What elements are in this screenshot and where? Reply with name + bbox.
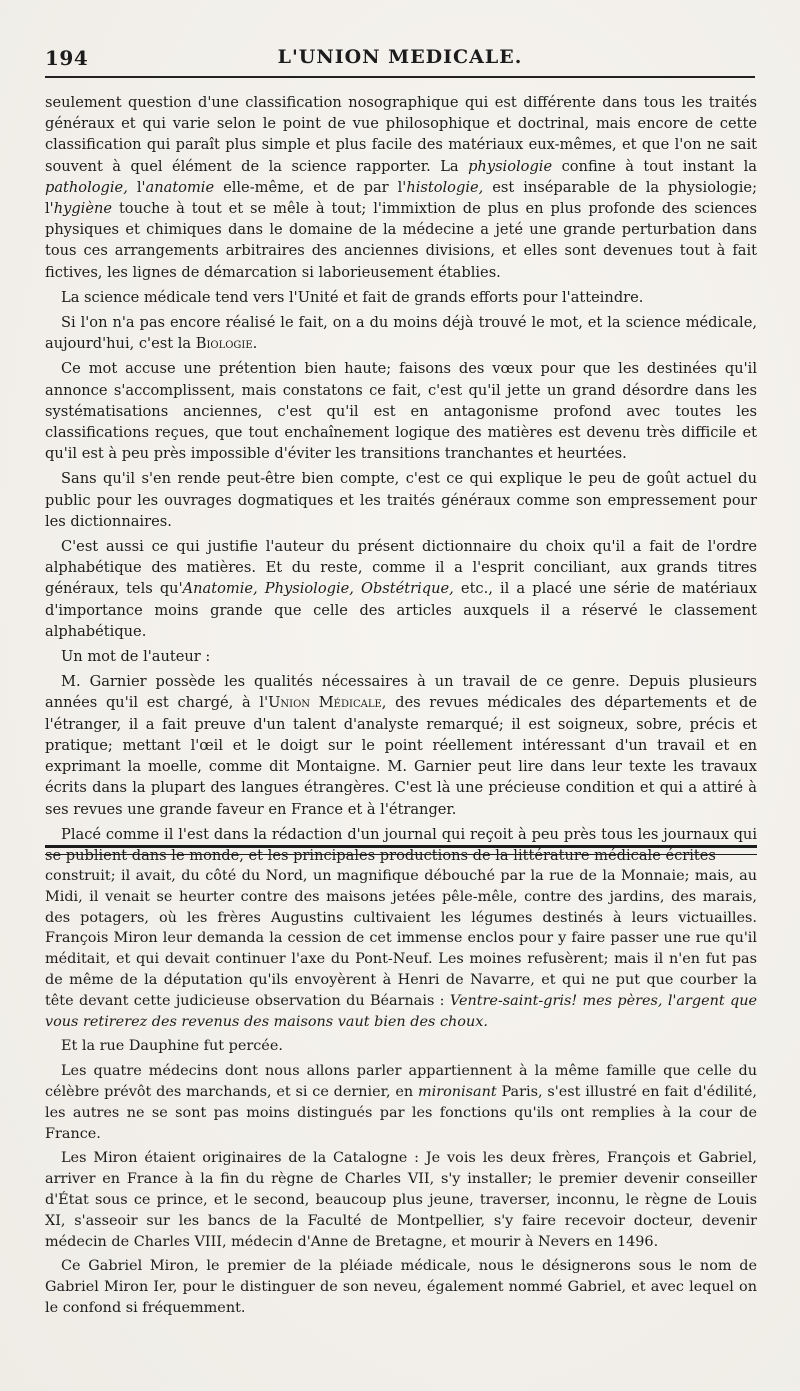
paragraph: C'est aussi ce qui justifie l'auteur du présent dictionnaire du choix qu'il a fait de l'ordre alphabétique des matières. Et du reste, comme il a l'esprit conciliant, aux grands titres généraux, tels qu'Anatomie, Physiologie, Obstétrique, etc., il a placé une série de matériaux d'importance moins grande que celle des articles auxquels il a réservé le classement alphabétique. (45, 538, 757, 640)
paragraph: Les quatre médecins dont nous allons parler appartiennent à la même famille que celle du célèbre prévôt des marchands, et si ce dernier, en mironisant Paris, s'est illustré en fait d'édilité, les autres ne se sont pas moins distingués par les fonctions qu'ils ont remplies à la cour de France. (45, 1063, 757, 1142)
paragraph: Placé comme il l'est dans la rédaction d'un journal qui reçoit à peu près tous les journaux qui se publient dans le monde, et les principales productions de la littérature médicale écrites (45, 825, 757, 864)
main-article (45, 92, 757, 870)
page-number: 194 (45, 46, 89, 70)
paragraph: Et la rue Dauphine fut percée. (61, 1038, 283, 1055)
paragraph: construit; il avait, du côté du Nord, un magnifique débouché par la rue de la Monnaie; mais, au Midi, il venait se heurter contre des maisons jetées pêle-mêle, contre des jardins, des marais, des potagers, où les frères Augustins cultivaient les légumes destinés à leurs victuailles. François Miron leur demanda la cession de cet immense enclos pour y faire passer une rue qu'il méditait, et qui devait continuer l'axe du Pont-Neuf. Les moines refusèrent; mais il n'en fut pas de même de la députation qu'ils envoyèrent à Henri de Navarre, et qui ne put que courber la tête devant cette judicieuse observation du Béarnais : Ventre-saint-gris! mes pères, l'argent que vous retirerez des revenus des maisons vaut bien des choux. (45, 868, 757, 1030)
paragraph: Ce mot accuse une prétention bien haute; faisons des vœux pour que les destinées qu'il annonce s'accomplissent, mais constatons ce fait, c'est qu'il jette un grand désordre dans les systématisations anciennes, c'est qu'il est en antagonisme profond avec toutes les classifications reçues, que tout enchaînement logique des matières est devenu très difficile et qu'il est à peu près impossible d'éviter les transitions tranchantes et heurtées. (45, 360, 757, 463)
paragraph: Les Miron étaient originaires de la Catalogne : Je vois les deux frères, François et Gabriel, arriver en France à la fin du règne de Charles VII, s'y installer; le premier devenir conseiller d'État sous ce prince, et le second, beaucoup plus jeune, traverser, inconnu, le règne de Louis XI, s'asseoir sur les bancs de la Faculté de Montpellier, s'y faire recevoir docteur, devenir médecin de Charles VIII, médecin d'Anne de Bretagne, et mourir à Nevers en 1496. (45, 1150, 757, 1250)
paragraph: Ce Gabriel Miron, le premier de la pléiade médicale, nous le désignerons sous le nom de Gabriel Miron Ier, pour le distinguer de son neveu, également nommé Gabriel, et avec lequel on le confond si fréquemment. (45, 1258, 757, 1316)
header-rule (45, 76, 755, 78)
running-title: L'UNION MEDICALE. (277, 46, 523, 68)
feuilleton-article (45, 866, 757, 1323)
paragraph: M. Garnier possède les qualités nécessaires à un travail de ce genre. Depuis plusieurs années qu'il est chargé, à l'Union Médicale, des revues médicales des départements et de l'étranger, il a fait preuve d'un talent d'analyste remarqué; il est soigneux, sobre, précis et pratique; mettant l'œil et le doigt sur le point réellement intéressant d'un travail et en exprimant la moelle, comme dit Montaigne. M. Garnier peut lire dans leur texte les travaux écrits dans la plupart des langues étrangères. C'est là une précieuse condition et qui a attiré à ses revues une grande faveur en France et à l'étranger. (45, 673, 757, 818)
paragraph: Sans qu'il s'en rende peut-être bien compte, c'est ce qui explique le peu de goût actuel du public pour les ouvrages dogmatiques et les traités généraux comme son empressement pour les dictionnaires. (45, 470, 757, 530)
feuilleton-divider (45, 845, 757, 855)
paragraph: La science médicale tend vers l'Unité et fait de grands efforts pour l'atteindre. (61, 288, 644, 306)
page-header (45, 40, 755, 74)
paragraph: Si l'on n'a pas encore réalisé le fait, on a du moins déjà trouvé le mot, et la science médicale, aujourd'hui, c'est la Biologie. (45, 314, 757, 353)
paragraph: seulement question d'une classification nosographique qui est différente dans tous les traités généraux et qui varie selon le point de vue philosophique et doctrinal, mais encore de cette classification qui paraît plus simple et plus facile des matériaux eux-mêmes, et que l'on ne sait souvent à quel élément de la science rapporter. La physiologie confine à tout instant la pathologie, l'anatomie elle-même, et de par l'histologie, est inséparable de la physiologie; l'hygiène touche à tout et se mêle à tout; l'immixtion de plus en plus profonde des sciences physiques et chimiques dans le domaine de la médecine a jeté une grande perturbation dans tous ces arrangements arbitraires des anciennes divisions, et elles sont devenues tout à fait fictives, les lignes de démarcation si laborieusement établies. (45, 94, 757, 281)
paragraph: Un mot de l'auteur : (61, 648, 211, 666)
